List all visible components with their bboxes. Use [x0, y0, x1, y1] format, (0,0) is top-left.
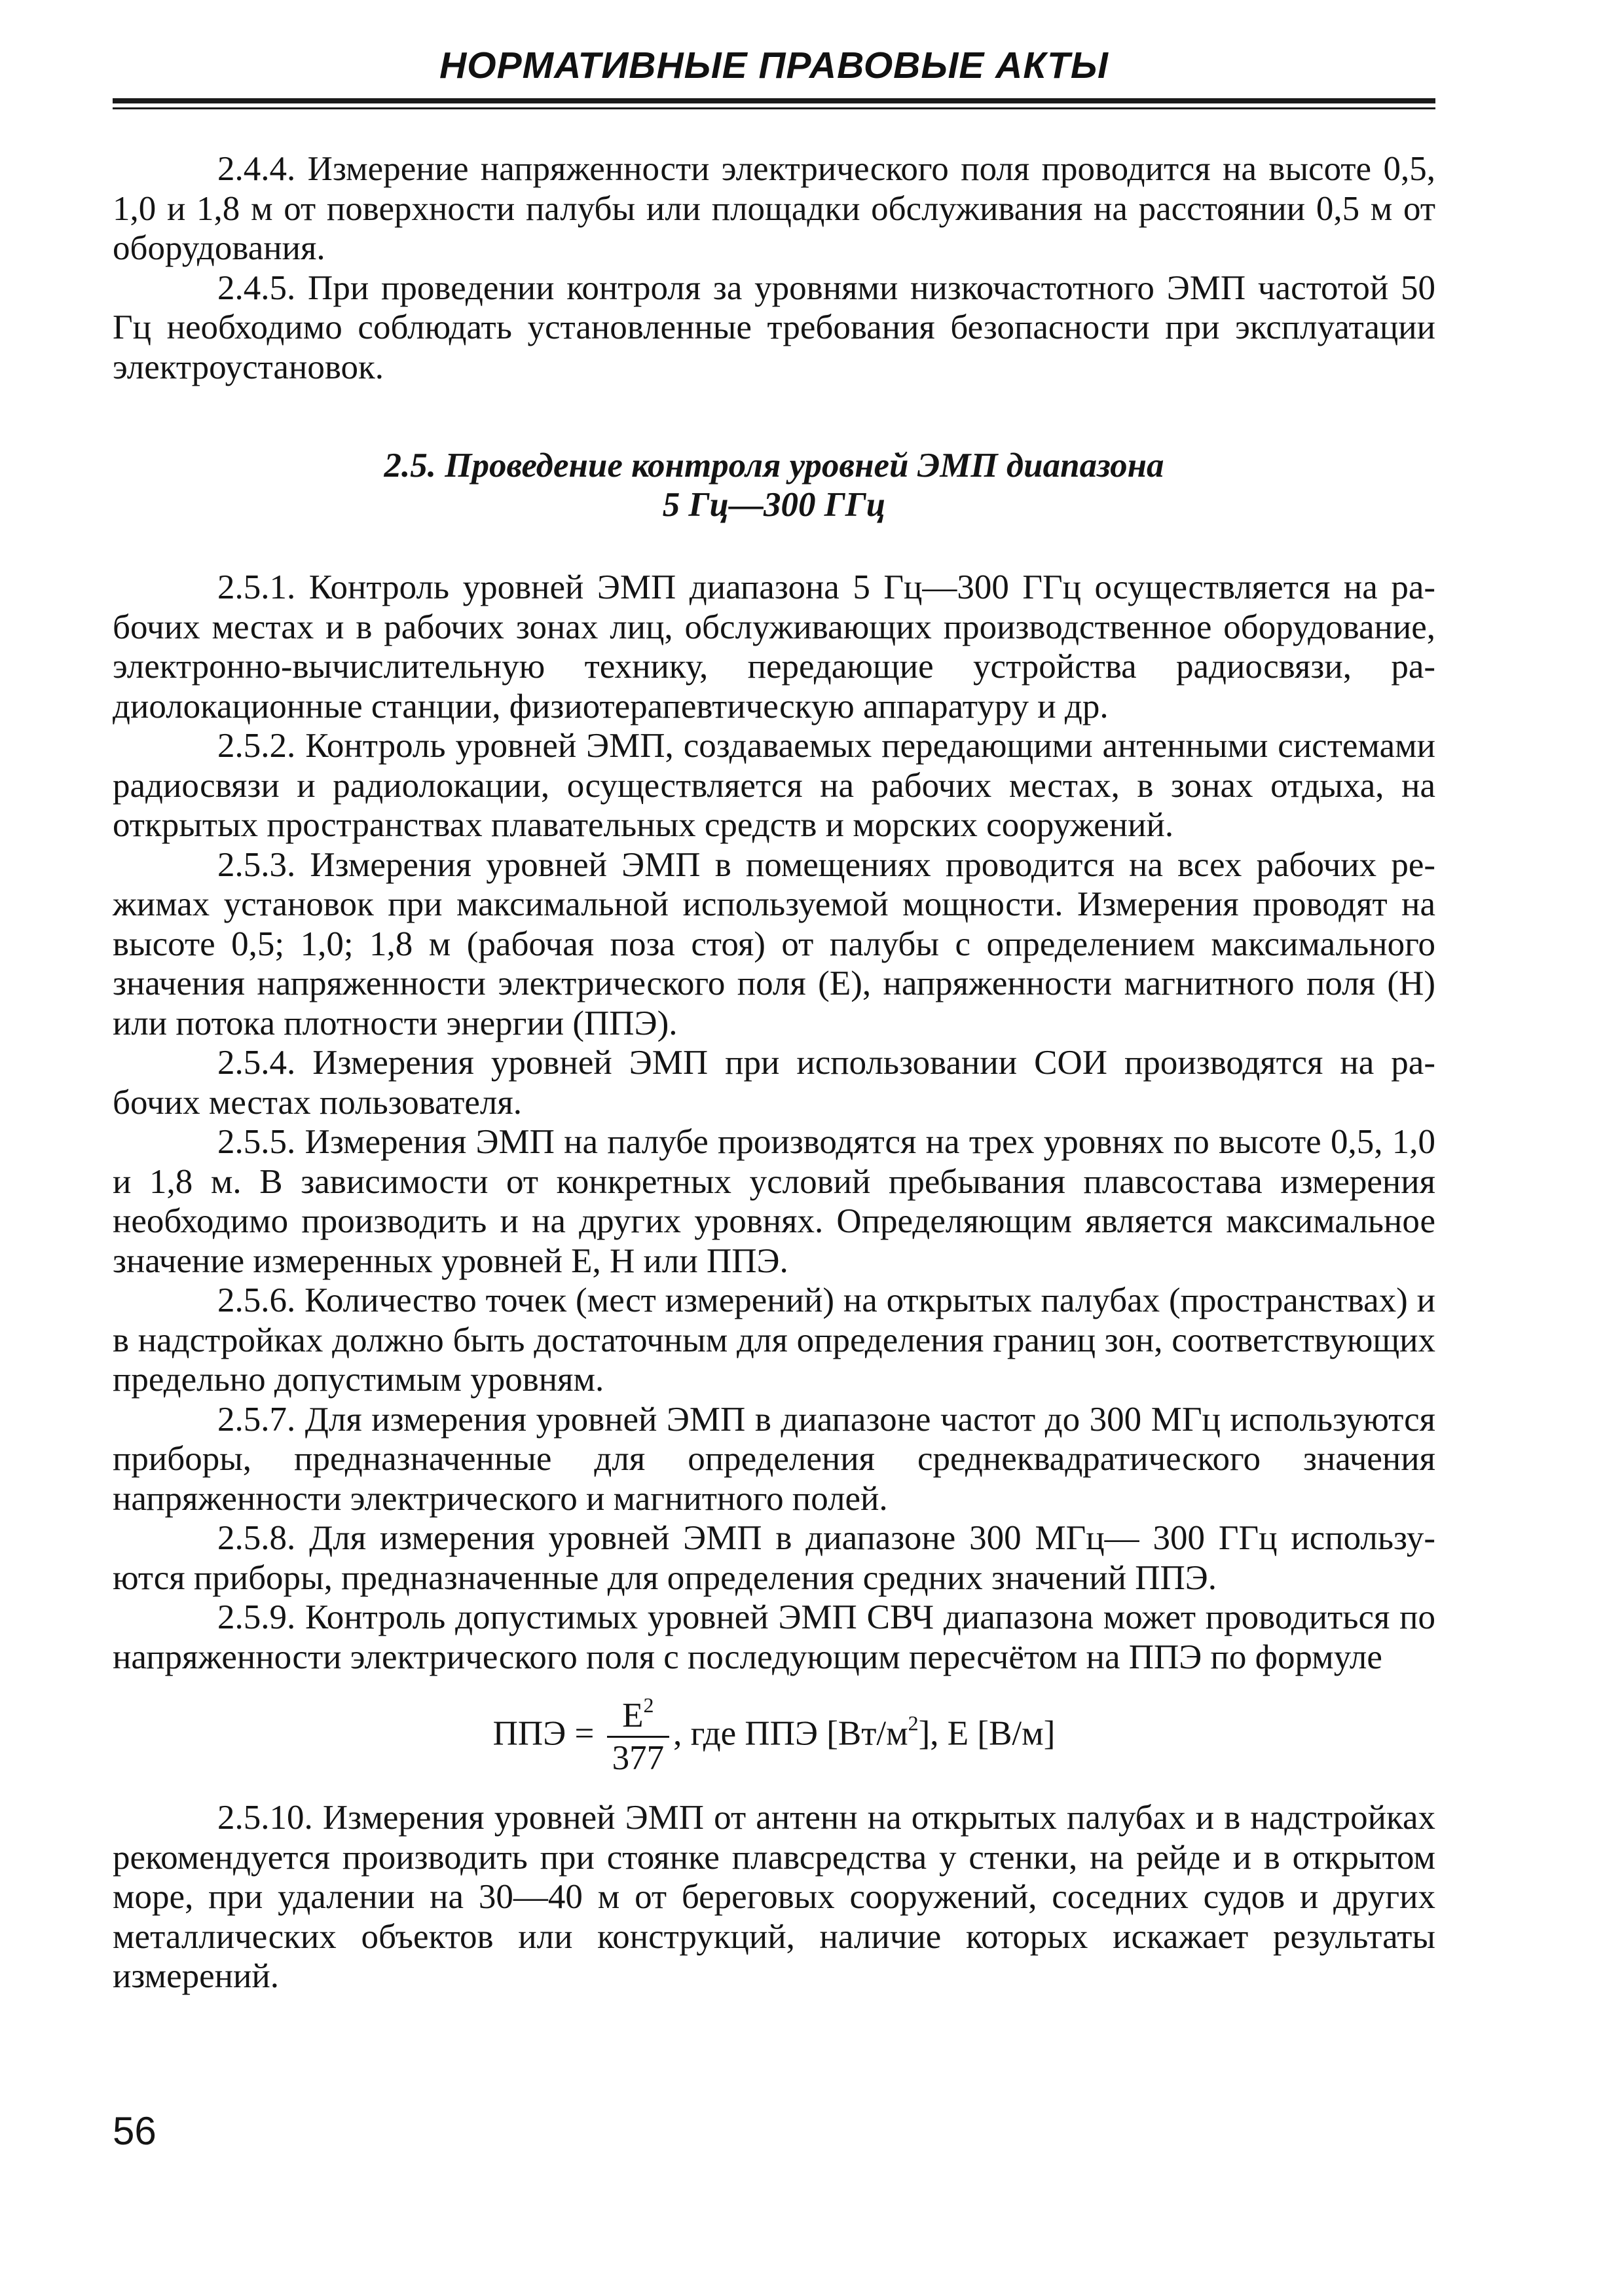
- paragraph-2-5-5: 2.5.5. Измерения ЭМП на палубе производятся на трех уровнях по высоте 0,5, 1,0 и 1,8 м. В зависимости от конкретных условий пребывания плавсостава измерения необходимо производить и на других уровнях. Определяющим является максимальное значение измеренных уровней Е, Н или ППЭ.: [113, 1123, 1435, 1280]
- section-heading-2-5: [113, 446, 1435, 524]
- paragraph-2-4-5: 2.4.5. При проведении контроля за уровнями низкочастотного ЭМП частотой 50 Гц необходимо соблюдать установленные требования безопасности при эксплуатации электроустановок.: [113, 268, 1435, 386]
- formula-fraction: [607, 1695, 670, 1778]
- formula-tail-prefix: , где ППЭ [Вт/м: [673, 1714, 908, 1753]
- paragraph-2-5-4: 2.5.4. Измерения уровней ЭМП при использовании СОИ производятся на рабочих местах пользователя.: [113, 1044, 1435, 1122]
- section-heading-line-2: 5 Гц—300 ГГц: [662, 486, 886, 524]
- paragraph-2-5-6: 2.5.6. Количество точек (мест измерений) на открытых палубах (пространствах) и в надстройках должно быть достаточным для определения границ зон, соответствующих предельно допустимым уровням.: [113, 1281, 1435, 1399]
- running-header: НОРМАТИВНЫЕ ПРАВОВЫЕ АКТЫ: [439, 45, 1109, 86]
- paragraph-2-5-3: 2.5.3. Измерения уровней ЭМП в помещениях проводится на всех рабочих режимах установок при максимальной используемой мощности. Измерения проводят на высоте 0,5; 1,0; 1,8 м (рабочая поза стоя) от палубы с определением максимального значения напряженности электрического поля (Е), напряженности магнитного поля (Н) или потока плотности энергии (ППЭ).: [113, 845, 1435, 1042]
- page-number: 56: [113, 2109, 157, 2153]
- header-rule-thick: [113, 98, 1435, 103]
- paragraph-2-4-4: 2.4.4. Измерение напряженности электрического поля проводится на высоте 0,5, 1,0 и 1,8 м от поверхности палубы или площадки обслуживания на расстоянии 0,5 м от оборудования.: [113, 150, 1435, 267]
- paragraph-2-5-10: 2.5.10. Измерения уровней ЭМП от антенн на открытых палубах и в надстройках рекомендуется производить при стоянке плавсредства у стенки, на рейде и в открытом море, при удалении на 30—40 м от береговых сооружений, соседних судов и других металлических объектов или конструкций, наличие которых искажает результаты измерений.: [113, 1799, 1435, 1995]
- paragraph-2-5-9: 2.5.9. Контроль допустимых уровней ЭМП СВЧ диапазона может проводиться по напряженности электрического поля с последующим пересчётом на ППЭ по формуле: [113, 1598, 1435, 1676]
- formula-tail-suffix: ], Е [В/м]: [918, 1714, 1056, 1753]
- paragraph-2-5-7: 2.5.7. Для измерения уровней ЭМП в диапазоне частот до 300 МГц используются приборы, предназначенные для определения среднеквадратического значения напряженности электрического и магнитного полей.: [113, 1400, 1435, 1518]
- formula-denominator: 377: [612, 1739, 665, 1777]
- paragraph-2-5-1: 2.5.1. Контроль уровней ЭМП диапазона 5 Гц—300 ГГц осуществляется на рабочих местах и в рабочих зонах лиц, обслуживающих производственное оборудование, электронно-вычислительную технику, передающие устройства радиосвязи, радиолокационные станции, физиотерапевтическую аппаратуру и др.: [113, 568, 1435, 725]
- body-text: [113, 149, 1435, 1996]
- formula-ppe: [113, 1695, 1435, 1778]
- paragraph-2-5-2: 2.5.2. Контроль уровней ЭМП, создаваемых передающими антенными системами радиосвязи и радиолокации, осуществляется на рабочих местах, в зонах отдыха, на открытых пространствах плавательных средств и морских сооружений.: [113, 727, 1435, 844]
- header-rule-thin: [113, 107, 1435, 109]
- paragraph-2-5-8: 2.5.8. Для измерения уровней ЭМП в диапазоне 300 МГц— 300 ГГц используются приборы, предназначенные для определения средних значений ППЭ.: [113, 1519, 1435, 1597]
- section-heading-line-1: 2.5. Проведение контроля уровней ЭМП диапазона: [384, 447, 1164, 485]
- formula-numerator-base: E: [622, 1697, 644, 1735]
- formula-tail-exponent: 2: [908, 1711, 919, 1735]
- formula-numerator: [607, 1695, 670, 1738]
- formula-numerator-exponent: 2: [643, 1693, 654, 1717]
- formula-lhs: ППЭ =: [492, 1714, 595, 1753]
